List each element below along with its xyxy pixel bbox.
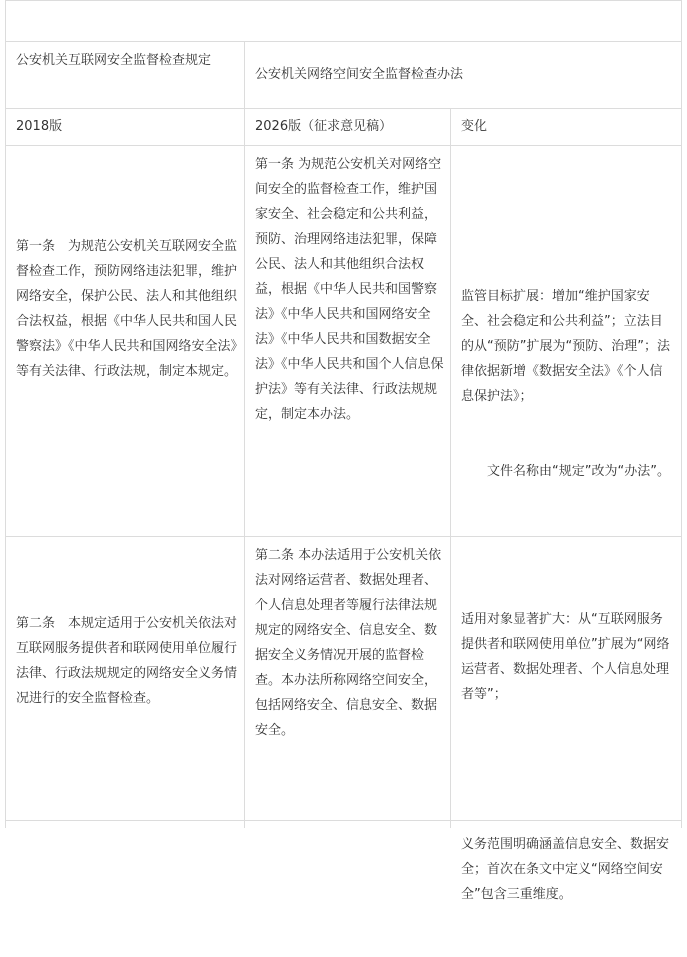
version-change: 变化: [461, 119, 488, 134]
article1-change: [451, 234, 681, 534]
row-divider: [5, 41, 682, 42]
article2-new: 第二条 本办法适用于公安机关依法对网络运营者、数据处理者、个人信息处理者等履行法律法规规定的网络安全、信息安全、数据安全义务情况开展的监督检查。本办法所称网络空间安全，包括网络安全、信息安全、数据安全。: [255, 548, 442, 738]
header-right-title: 公安机关网络空间安全监督检查办法: [255, 67, 464, 82]
article1-change-p2: 文件名称由“规定”改为“办法”。: [487, 464, 670, 479]
paragraph-spacer: [461, 757, 675, 782]
header-left-title: 公安机关互联网安全监督检查规定: [16, 53, 212, 68]
article1-new: 第一条 为规范公安机关对网络空间安全的监督检查工作，维护国家安全、社会稳定和公共利益，预防、治理网络违法犯罪，保障公民、法人和其他组织合法权益，根据《中华人民共和国警察法》《中华人民共和国网络安全法》《中华人民共和国数据安全法》《中华人民共和国个人信息保护法》等有关法律、行政法规规定，制定本办法。: [255, 157, 444, 422]
article2-change-p2: 义务范围明确涵盖信息安全、数据安全；首次在条文中定义“网络空间安全”包含三重维度。: [461, 837, 670, 902]
article1-change-p1: 监管目标扩展：增加“维护国家安全、社会稳定和公共利益”；立法目的从“预防”扩展为“预防、治理”；法律依据新增《数据安全法》《个人信息保护法》；: [461, 289, 670, 404]
article2-old: 第二条 本规定适用于公安机关依法对互联网服务提供者和联网使用单位履行法律、行政法规规定的网络安全义务情况进行的安全监督检查。: [16, 616, 238, 706]
table-border-top: [5, 0, 682, 1]
row-divider: [5, 536, 682, 537]
version-new: 2026版（征求意见稿）: [255, 119, 393, 134]
article2-change-p1: 适用对象显著扩大：从“互联网服务提供者和联网使用单位”扩展为“网络运营者、数据处理者、个人信息处理者等”；: [461, 612, 670, 702]
row-divider: [5, 145, 682, 146]
article2-change: [451, 557, 681, 957]
article1-old: 第一条 为规范公安机关互联网安全监督检查工作，预防网络违法犯罪，维护网络安全，保护公民、法人和其他组织合法权益，根据《中华人民共和国人民警察法》《中华人民共和国网络安全法》等有关法律、行政法规，制定本规定。: [16, 239, 238, 379]
version-old: 2018版: [16, 119, 63, 134]
column-divider: [681, 0, 682, 828]
row-divider: [5, 108, 682, 109]
